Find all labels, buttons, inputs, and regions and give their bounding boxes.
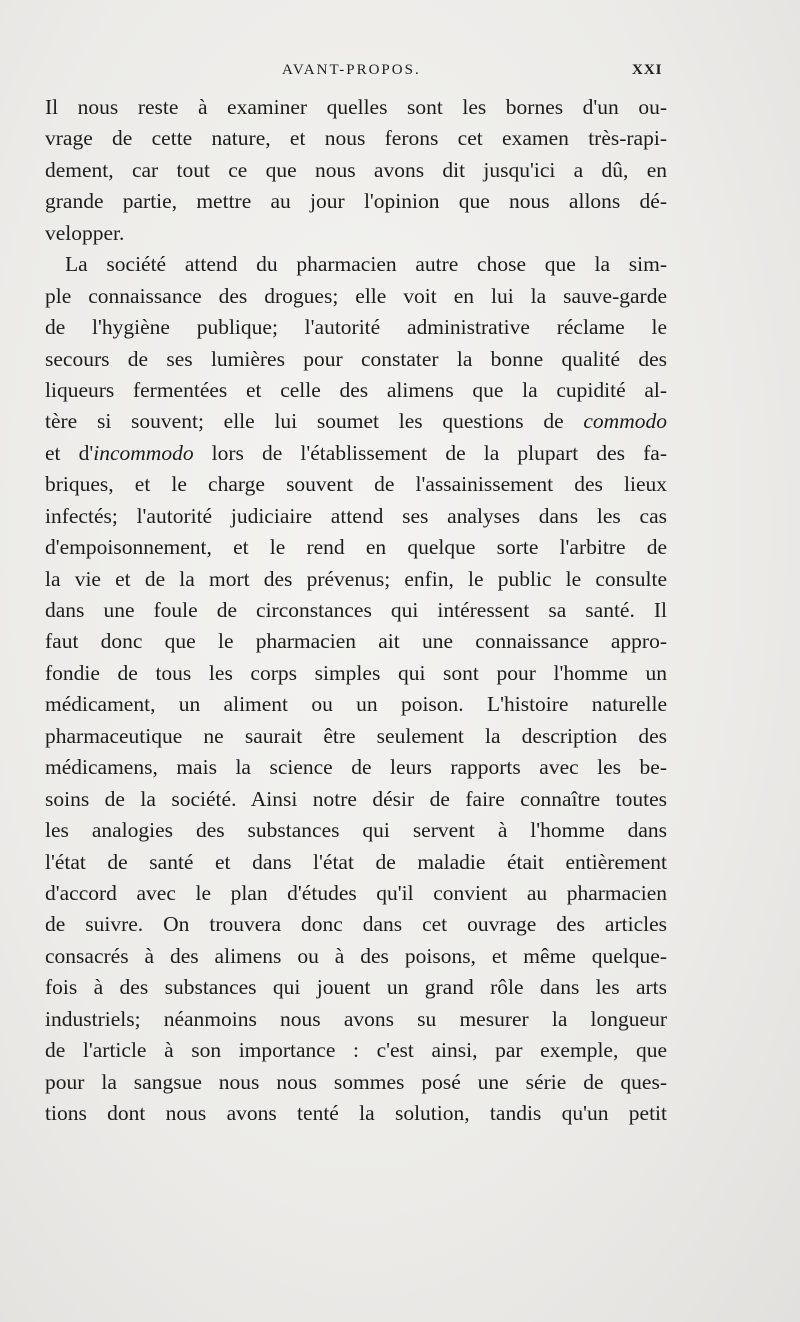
text-line: soins de la société. Ainsi notre désir de faire connaître toutes xyxy=(45,786,667,811)
text-line: Il nous reste à examiner quelles sont les bornes d'un ou- xyxy=(45,95,667,119)
text-line: pharmaceutique ne saurait être seulement la description des xyxy=(45,723,667,748)
text-line: de l'article à son importance : c'est ainsi, par exemple, que xyxy=(45,1038,667,1063)
body-text xyxy=(45,92,667,1129)
text-line-with-italic xyxy=(45,438,667,469)
text-line: d'accord avec le plan d'études qu'il convient au pharmacien xyxy=(45,880,667,905)
page-header xyxy=(0,62,800,88)
text-line: liqueurs fermentées et celle des alimens que la cupidité al- xyxy=(45,377,667,402)
text-line: grande partie, mettre au jour l'opinion que nous allons dé- xyxy=(45,189,667,214)
text-line: vrage de cette nature, et nous ferons cet examen très-rapi- xyxy=(45,126,667,151)
text-line: d'empoisonnement, et le rend en quelque sorte l'arbitre de xyxy=(45,535,667,560)
text-line: velopper. xyxy=(45,220,125,245)
italic-term: incommodo xyxy=(93,440,194,465)
text-line: la vie et de la mort des prévenus; enfin, le public le consulte xyxy=(45,566,667,591)
text-line: faut donc que le pharmacien ait une connaissance appro- xyxy=(45,629,667,654)
text-line: l'état de santé et dans l'état de maladie était entièrement xyxy=(45,849,667,874)
text-line: briques, et le charge souvent de l'assainissement des lieux xyxy=(45,472,667,497)
page-number: XXI xyxy=(632,62,663,78)
text-line: consacrés à des alimens ou à des poisons, et même quelque- xyxy=(45,943,667,968)
text-line: médicamens, mais la science de leurs rapports avec les be- xyxy=(45,755,667,780)
running-head: AVANT-PROPOS. xyxy=(282,62,421,78)
text-line: pour la sangsue nous nous sommes posé une série de ques- xyxy=(45,1069,667,1094)
text-segment: et d' xyxy=(45,440,94,465)
text-line: de suivre. On trouvera donc dans cet ouvrage des articles xyxy=(45,912,667,937)
text-line: fois à des substances qui jouent un grand rôle dans les arts xyxy=(45,975,667,1000)
text-line-with-italic xyxy=(45,406,667,437)
text-line: de l'hygiène publique; l'autorité administrative réclame le xyxy=(45,315,667,340)
text-segment: tère si souvent; elle lui soumet les questions de xyxy=(45,409,584,434)
text-line: secours de ses lumières pour constater la bonne qualité des xyxy=(45,346,667,371)
text-line: dans une foule de circonstances qui intéressent sa santé. Il xyxy=(45,598,667,622)
text-segment: lors de l'établissement de la plupart des fa- xyxy=(193,440,667,465)
text-line: fondie de tous les corps simples qui sont pour l'homme un xyxy=(45,660,667,685)
text-line: ple connaissance des drogues; elle voit en lui la sauve-garde xyxy=(45,283,667,308)
text-line: La société attend du pharmacien autre chose que la sim- xyxy=(65,252,667,277)
text-line: dement, car tout ce que nous avons dit jusqu'ici a dû, en xyxy=(45,157,667,182)
text-line: industriels; néanmoins nous avons su mesurer la longueur xyxy=(45,1006,667,1031)
text-line: médicament, un aliment ou un poison. L'histoire naturelle xyxy=(45,692,667,717)
italic-term: commodo xyxy=(583,409,667,434)
text-line: infectés; l'autorité judiciaire attend ses analyses dans les cas xyxy=(45,503,667,528)
text-line: les analogies des substances qui servent à l'homme dans xyxy=(45,818,667,843)
text-line: tions dont nous avons tenté la solution, tandis qu'un petit xyxy=(45,1101,667,1125)
